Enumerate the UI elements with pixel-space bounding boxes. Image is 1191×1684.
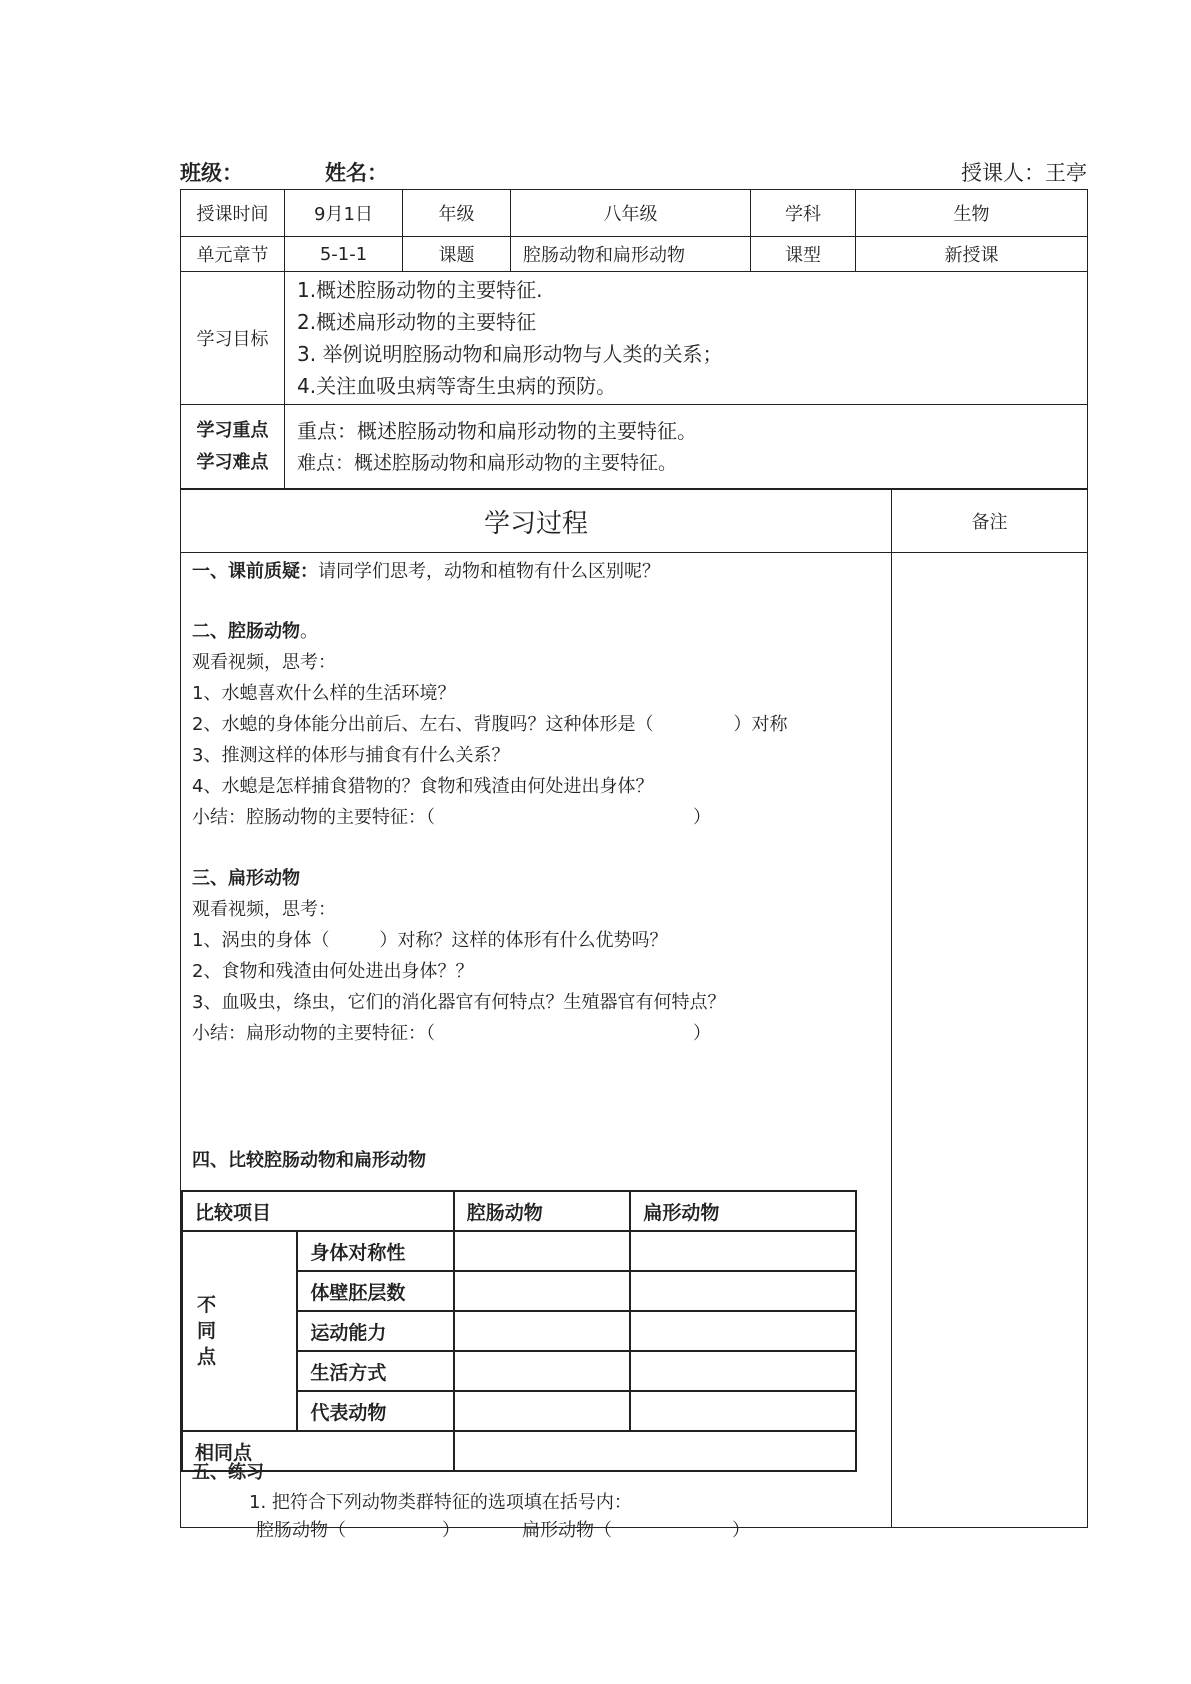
compare-cell — [454, 1351, 631, 1391]
time-label: 授课时间 — [181, 190, 285, 237]
topic-label: 课题 — [403, 237, 511, 272]
subject-label: 学科 — [751, 190, 856, 237]
difference-char-3: 点 — [197, 1346, 217, 1368]
comparison-header-row — [182, 1191, 856, 1231]
worksheet-header — [180, 157, 1087, 191]
process-body-row — [181, 553, 1088, 1528]
section-3-q1-end: ）对称？这样的体形有什么优势吗？ — [379, 930, 668, 951]
remarks-cell — [892, 553, 1088, 1528]
section-2-summary — [192, 803, 711, 829]
section-2-q2 — [192, 710, 787, 736]
objective-2: 2.概述扁形动物的主要特征 — [297, 310, 537, 334]
section-1 — [192, 557, 660, 583]
difficulty-label: 学习难点 — [196, 451, 269, 473]
difference-char-1: 不 — [197, 1294, 217, 1316]
section-3-q1-start: 1、涡虫的身体（ — [192, 930, 330, 951]
remarks-title: 备注 — [892, 490, 1088, 553]
unit-label: 单元章节 — [181, 237, 285, 272]
same-point-label: 相同点 — [182, 1431, 454, 1471]
answer-coelenterate-end: ） — [442, 1520, 460, 1541]
section-2-heading: 二、腔肠动物 — [192, 621, 300, 642]
class-label: 班级： — [180, 161, 243, 185]
time-value: 9月1日 — [285, 190, 403, 237]
objectives-label: 学习目标 — [181, 272, 285, 405]
section-2-q4: 4、水螅是怎样捕食猎物的？食物和残渣由何处进出身体？ — [192, 776, 654, 797]
section-3-q2: 2、食物和残渣由何处进出身体？？ — [192, 961, 474, 982]
lesson-type-label: 课型 — [751, 237, 856, 272]
section-2-q1: 1、水螅喜欢什么样的生活环境？ — [192, 683, 456, 704]
objective-4: 4.关注血吸虫病等寄生虫病的预防。 — [297, 374, 617, 398]
learning-process-table — [180, 489, 1088, 1541]
compare-row-label: 生活方式 — [297, 1351, 453, 1391]
info-row-unit — [181, 237, 1088, 272]
compare-cell — [454, 1311, 631, 1351]
grade-value: 八年级 — [511, 190, 751, 237]
compare-row-label: 代表动物 — [297, 1391, 453, 1431]
compare-cell — [454, 1271, 631, 1311]
compare-row-label: 身体对称性 — [297, 1231, 453, 1271]
difference-label — [182, 1231, 297, 1431]
section-1-heading: 一、课前质疑： — [192, 561, 318, 582]
compare-cell — [454, 1391, 631, 1431]
process-header-row — [181, 490, 1088, 553]
process-content — [181, 553, 891, 1541]
section-2-q3: 3、推测这样的体形与捕食有什么关系？ — [192, 745, 510, 766]
compare-cell — [454, 1431, 856, 1471]
process-title: 学习过程 — [181, 490, 892, 553]
compare-cell — [454, 1231, 631, 1271]
compare-cell — [630, 1231, 856, 1271]
section-4-heading: 四、比较腔肠动物和扁形动物 — [192, 1150, 426, 1171]
difficult-point: 难点：概述腔肠动物和扁形动物的主要特征。 — [297, 451, 678, 474]
section-2-q2-end: ）对称 — [733, 714, 788, 735]
section-2 — [192, 617, 318, 643]
compare-cell — [630, 1311, 856, 1351]
info-row-keypoints — [181, 405, 1088, 489]
comparison-table — [181, 1190, 857, 1472]
section-3-q3: 3、血吸虫，绦虫，它们的消化器官有何特点？生殖器官有何特点？ — [192, 992, 726, 1013]
section-2-tail: 。 — [300, 621, 318, 642]
process-content-cell — [181, 553, 892, 1541]
difference-char-2: 同 — [197, 1320, 217, 1342]
section-2-summary-start: 小结：腔肠动物的主要特征：（ — [192, 807, 435, 828]
section-2-intro: 观看视频，思考： — [192, 652, 336, 673]
compare-cell — [630, 1391, 856, 1431]
lesson-info-table — [180, 189, 1088, 489]
name-label: 姓名： — [325, 161, 388, 185]
exercise-1-answers — [256, 1516, 750, 1542]
section-3-summary-start: 小结：扁形动物的主要特征：（ — [192, 1023, 435, 1044]
keypoint-label — [181, 405, 285, 489]
keypoint-text — [285, 405, 1088, 489]
section-3-intro: 观看视频，思考： — [192, 899, 336, 920]
info-row-time — [181, 190, 1088, 237]
compare-flatworm-header: 扁形动物 — [630, 1191, 856, 1231]
answer-coelenterate-start: 腔肠动物（ — [256, 1520, 346, 1541]
unit-value: 5-1-1 — [285, 237, 403, 272]
answer-flatworm-start: 扁形动物（ — [522, 1520, 612, 1541]
section-3-summary-end: ） — [693, 1023, 711, 1044]
compare-coelenterate-header: 腔肠动物 — [454, 1191, 631, 1231]
compare-cell — [630, 1271, 856, 1311]
section-2-q2-start: 2、水螅的身体能分出前后、左右、背腹吗？这种体形是（ — [192, 714, 654, 735]
objective-3: 3. 举例说明腔肠动物和扁形动物与人类的关系； — [297, 342, 723, 366]
objective-1: 1.概述腔肠动物的主要特征. — [297, 278, 543, 302]
lesson-type-value: 新授课 — [856, 237, 1088, 272]
subject-value: 生物 — [856, 190, 1088, 237]
comparison-row — [182, 1231, 856, 1271]
answer-flatworm-end: ） — [732, 1520, 750, 1541]
section-3-q1 — [192, 926, 667, 952]
info-row-objectives — [181, 272, 1088, 405]
section-1-text: 请同学们思考，动物和植物有什么区别呢？ — [318, 561, 660, 582]
key-label: 学习重点 — [196, 419, 269, 441]
section-3-heading: 三、扁形动物 — [192, 868, 300, 889]
key-point: 重点：概述腔肠动物和扁形动物的主要特征。 — [297, 418, 697, 443]
objectives-list — [285, 272, 1088, 405]
comparison-same-row — [182, 1431, 856, 1471]
compare-item-header: 比较项目 — [182, 1191, 454, 1231]
grade-label: 年级 — [403, 190, 511, 237]
section-2-summary-end: ） — [693, 807, 711, 828]
exercise-1: 1. 把符合下列动物类群特征的选项填在括号内： — [249, 1492, 632, 1513]
section-3-summary — [192, 1019, 711, 1045]
compare-row-label: 体壁胚层数 — [297, 1271, 453, 1311]
teacher-label: 授课人：王亭 — [961, 161, 1087, 185]
compare-cell — [630, 1351, 856, 1391]
compare-row-label: 运动能力 — [297, 1311, 453, 1351]
topic-value: 腔肠动物和扁形动物 — [511, 237, 751, 272]
section-5-heading: 五、练习 — [192, 1462, 264, 1483]
